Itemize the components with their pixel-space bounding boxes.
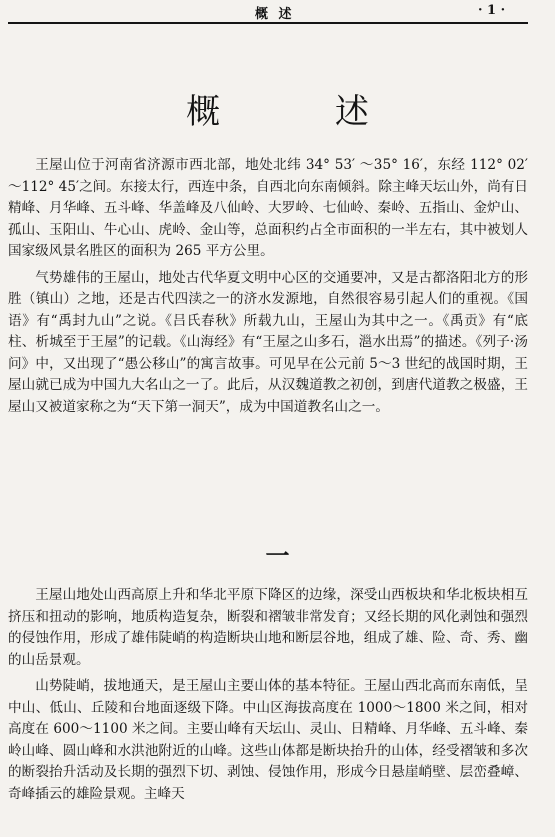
paragraph: 山势陡峭，拔地通天，是王屋山主要山体的基本特征。王屋山西北高而东南低，呈中山、低山、丘陵和台地面逐级下降。中山区海拔高度在 1000～1800 米之间，相对高度在 600～1100 米之间。主要山峰有天坛山、灵山、日精峰、月华峰、五斗峰、秦岭山峰、圆山峰和水洪池附近的山峰。这些山体都是断块抬升的山体，经受褶皱和多次的断裂抬升活动及长期的强烈下切、剥蚀、侵蚀作用，形成今日悬崖峭壁、层峦叠嶂、奇峰插云的雄险景观。主峰天 xyxy=(8,678,528,802)
paragraph: 王屋山地处山西高原上升和华北平原下降区的边缘，深受山西板块和华北板块相互挤压和扭动的影响，地质构造复杂，断裂和褶皱非常发育；又经长期的风化剥蚀和强烈的侵蚀作用，形成了雄伟陡峭的构造断块山地和断层谷地，组成了雄、险、奇、秀、幽的山岳景观。 xyxy=(8,587,528,668)
page-number: · 1 · xyxy=(478,3,506,18)
page-header xyxy=(0,0,555,24)
chapter-title: 概 述 xyxy=(186,92,421,132)
body-text-part2 xyxy=(8,585,528,810)
header-rule xyxy=(8,22,528,24)
body-text-part1 xyxy=(8,155,528,423)
running-title: 概 述 xyxy=(255,7,295,22)
paragraph: 王屋山位于河南省济源市西北部，地处北纬 34° 53′ ～35° 16′，东经 112° 02′ ～112° 45′之间。东接太行，西连中条，自西北向东南倾斜。除主峰天坛山外，尚有日精峰、月华峰、五斗峰、华盖峰及八仙岭、大罗岭、七仙岭、秦岭、五指山、金炉山、孤山、玉阳山、牛心山、虎岭、金山等，总面积约占全市面积的一半左右，其中被划人国家级风景名胜区的面积为 265 平方公里。 xyxy=(8,157,528,259)
section-mark: 一 xyxy=(265,541,290,570)
paragraph: 气势雄伟的王屋山，地处古代华夏文明中心区的交通要冲，又是古都洛阳北方的形胜（镇山）之地，还是古代四渎之一的济水发源地，自然很容易引起人们的重视。《国语》有“禹封九山”之说。《吕氏春秋》所载九山，王屋山为其中之一。《禹贡》有“底柱、析城至于王屋”的记载。《山海经》有“王屋之山多石，㴩水出焉”的描述。《列子·汤问》中，又出现了“愚公移山”的寓言故事。可见早在公元前 5～3 世纪的战国时期，王屋山就已成为中国九大名山之一了。此后，从汉魏道教之初创，到唐代道教之极盛，王屋山又被道家称之为“天下第一洞天”，成为中国道教名山之一。 xyxy=(8,269,528,415)
